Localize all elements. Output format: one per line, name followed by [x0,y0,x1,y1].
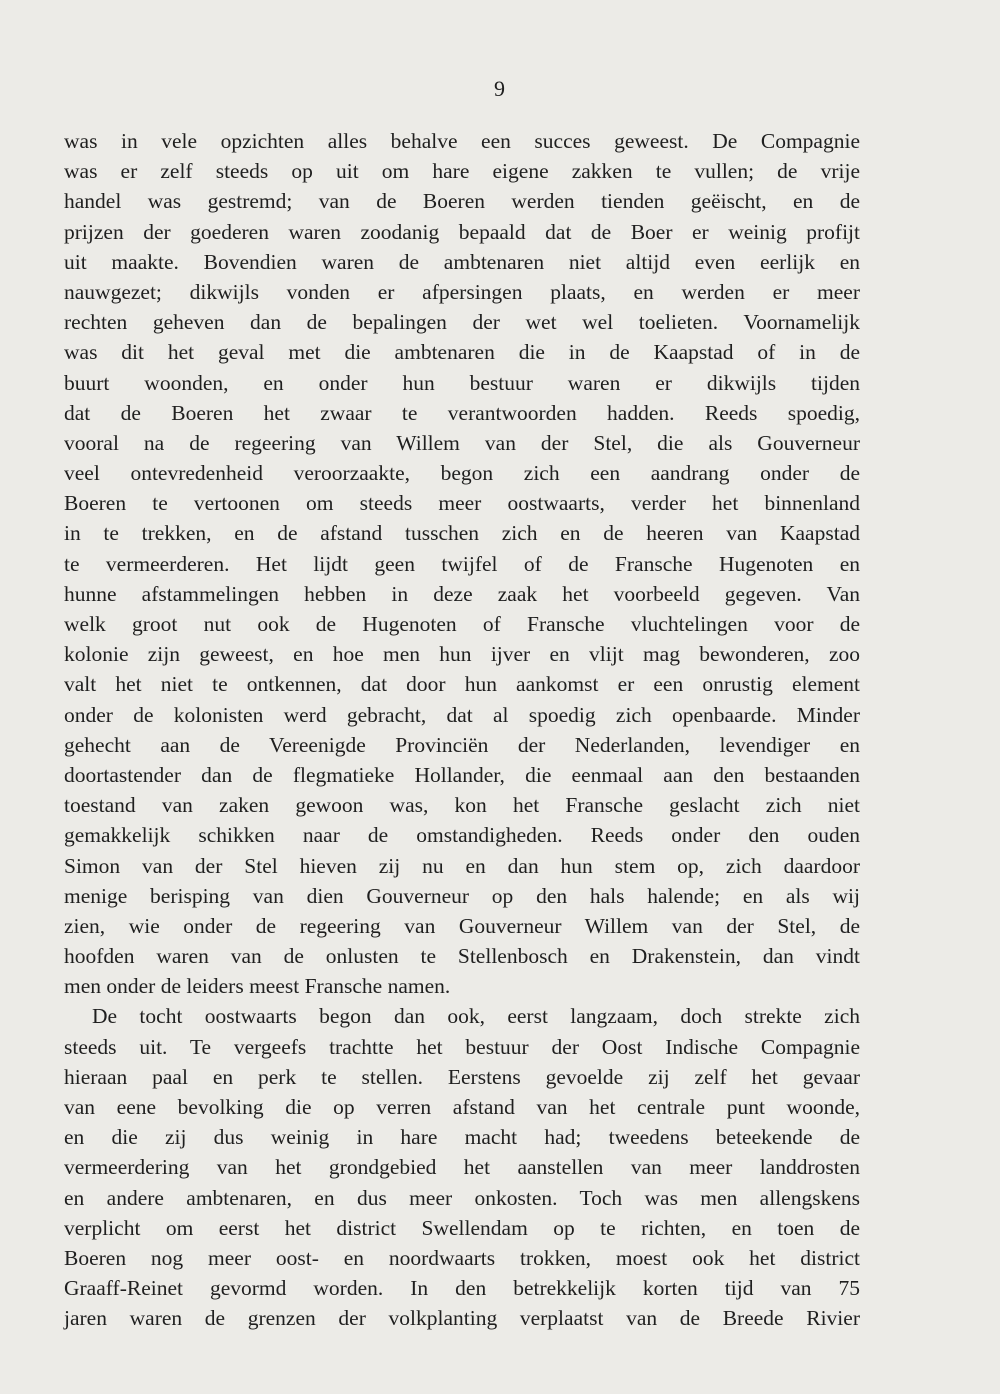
body-text [64,126,860,1334]
text-line: uit maakte. Bovendien waren de ambtenaren niet altijd even eerlijk en [64,249,860,274]
text-line: was er zelf steeds op uit om hare eigene zakken te vullen; de vrije [64,159,860,184]
page-number: 9 [494,76,506,101]
paragraph-end-line: men onder de leiders meest Fransche namen. [64,974,451,999]
text-line: valt het niet te ontkennen, dat door hun aankomst er een onrustig element [64,672,860,697]
text-line: hoofden waren van de onlusten te Stellenbosch en Drakenstein, dan vindt [64,944,860,969]
text-line: vermeerdering van het grondgebied het aanstellen van meer landdrosten [64,1155,860,1180]
text-line: Boeren nog meer oost- en noordwaarts trokken, moest ook het district [64,1245,860,1270]
text-line: was dit het geval met die ambtenaren die in de Kaapstad of in de [64,340,860,365]
text-line: gehecht aan de Vereenigde Provinciën der Nederlanden, levendiger en [64,732,860,757]
text-line: zien, wie onder de regeering van Gouverneur Willem van der Stel, de [64,913,860,938]
text-line: jaren waren de grenzen der volkplanting verplaatst van de Breede Rivier [64,1306,860,1331]
text-line: onder de kolonisten werd gebracht, dat al spoedig zich openbaarde. Minder [64,702,860,727]
text-line: doortastender dan de flegmatieke Hollander, die eenmaal aan den bestaanden [64,762,860,787]
text-line: handel was gestremd; van de Boeren werden tienden geëischt, en de [64,189,860,214]
text-line: Graaff-Reinet gevormd worden. In den betrekkelijk korten tijd van 75 [64,1276,860,1301]
text-line: en andere ambtenaren, en dus meer onkosten. Toch was men allengskens [64,1185,860,1210]
text-line: veel ontevredenheid veroorzaakte, begon zich een aandrang onder de [64,461,860,486]
text-line: nauwgezet; dikwijls vonden er afpersingen plaats, en werden er meer [64,279,860,304]
text-line: hieraan paal en perk te stellen. Eerstens gevoelde zij zelf het gevaar [64,1064,860,1089]
text-line: dat de Boeren het zwaar te verantwoorden hadden. Reeds spoedig, [64,400,860,425]
text-line: welk groot nut ook de Hugenoten of Fransche vluchtelingen voor de [64,612,860,636]
text-line: en die zij dus weinig in hare macht had; tweedens beteekende de [64,1125,860,1150]
text-line: te vermeerderen. Het lijdt geen twijfel of de Fransche Hugenoten en [64,551,860,576]
text-line: Boeren te vertoonen om steeds meer oostwaarts, verder het binnenland [64,491,860,516]
text-line: was in vele opzichten alles behalve een succes geweest. De Compagnie [64,129,860,153]
text-line: hunne afstammelingen hebben in deze zaak het voorbeeld gegeven. Van [64,581,860,606]
text-line: prijzen der goederen waren zoodanig bepaald dat de Boer er weinig profijt [64,219,860,244]
text-line: Simon van der Stel hieven zij nu en dan hun stem op, zich daardoor [64,853,860,878]
text-line: van eene bevolking die op verren afstand van het centrale punt woonde, [64,1095,860,1119]
text-line: gemakkelijk schikken naar de omstandigheden. Reeds onder den ouden [64,823,860,848]
text-line: buurt woonden, en onder hun bestuur waren er dikwijls tijden [64,370,860,395]
text-line: kolonie zijn geweest, en hoe men hun ijver en vlijt mag bewonderen, zoo [64,642,860,667]
text-line: steeds uit. Te vergeefs trachtte het bestuur der Oost Indische Compagnie [64,1034,860,1059]
text-line: verplicht om eerst het district Swellendam op te richten, en toen de [64,1215,860,1240]
text-line: in te trekken, en de afstand tusschen zich en de heeren van Kaapstad [64,521,860,546]
text-line: menige berisping van dien Gouverneur op den hals halende; en als wij [64,883,860,908]
text-line: toestand van zaken gewoon was, kon het Fransche geslacht zich niet [64,793,860,818]
paragraph-start-line: De tocht oostwaarts begon dan ook, eerst langzaam, doch strekte zich [92,1004,860,1029]
text-line: vooral na de regeering van Willem van der Stel, die als Gouverneur [64,430,860,455]
text-line: rechten geheven dan de bepalingen der wet wel toelieten. Voornamelijk [64,310,860,335]
